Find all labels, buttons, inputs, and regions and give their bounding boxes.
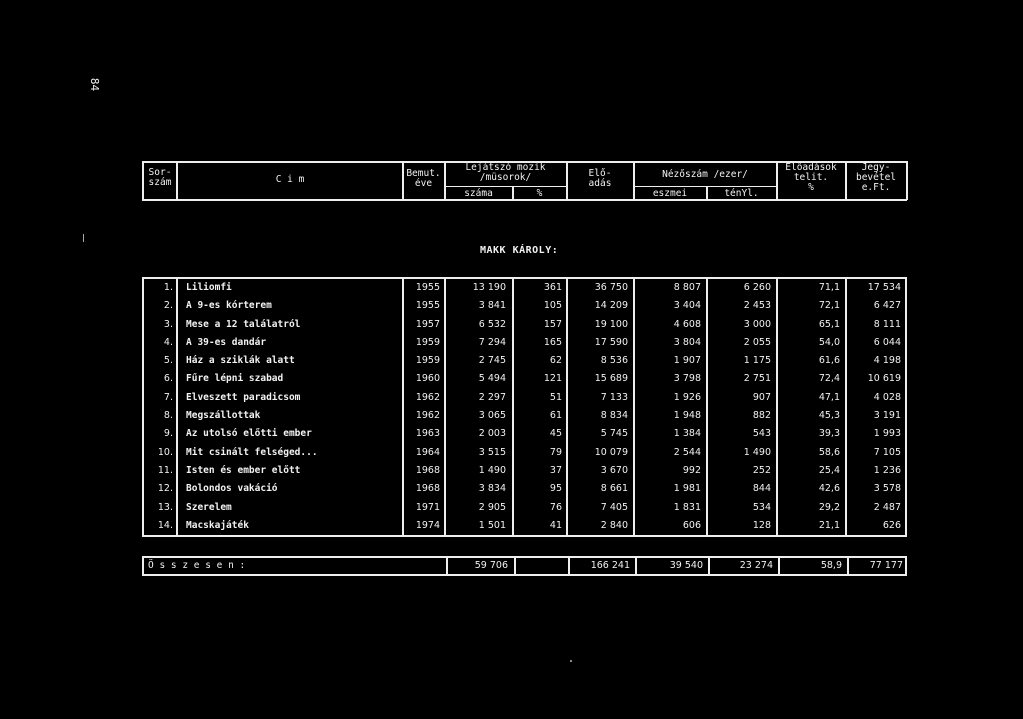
scan-mark [83,234,84,242]
cell-eloadas: 5 745 [600,428,628,440]
cell-title: Szerelem [186,501,232,513]
cell-mozik: 7 294 [478,336,506,348]
cell-title: Isten és ember előtt [186,464,301,476]
cell-mozik: 2 003 [478,428,506,440]
cell-eszmei: 1 981 [673,483,701,495]
cell-year: 1957 [415,318,440,330]
header-cim: C i m [275,174,305,185]
table-row [142,407,907,425]
cell-title: A 39-es dandár [186,336,267,348]
table-row [142,279,907,297]
cell-tenyl: 1 490 [743,446,771,458]
cell-tenyl: 2 055 [743,336,771,348]
cell-telit: 47,1 [818,391,840,403]
header-eloadasok: Előadások telit. % [785,162,837,193]
cell-eszmei: 4 608 [673,318,701,330]
cell-bevetel: 6 044 [873,336,901,348]
cell-eloadas: 8 536 [600,355,628,367]
cell-title: Mit csinált felséged... [186,446,318,458]
scan-speck [570,660,572,662]
header-bemut: Bemut. éve [406,168,441,189]
cell-eloadas: 14 209 [594,300,628,312]
cell-mozik: 1 501 [478,519,506,531]
cell-n: 4. [163,336,173,348]
cell-pct: 79 [549,446,562,458]
cell-mozik: 3 515 [478,446,506,458]
cell-pct: 37 [549,464,562,476]
header-nezoszam: Nézőszám /ezer/ [662,169,748,180]
cell-eloadas: 3 670 [600,464,628,476]
total-row [142,556,907,576]
cell-eszmei: 1 926 [673,391,701,403]
cell-n: 6. [163,373,173,385]
cell-n: 12. [157,483,173,495]
cell-bevetel: 6 427 [873,300,901,312]
header-lejatszo-szama: száma [464,188,493,199]
cell-mozik: 2 745 [478,355,506,367]
cell-n: 13. [157,501,173,513]
cell-year: 1955 [415,300,440,312]
page-number: 84 [88,77,102,92]
cell-tenyl: 882 [752,410,771,422]
header-sorszam: Sor- szám [148,167,172,188]
table-row [142,444,907,462]
cell-year: 1960 [415,373,440,385]
cell-telit: 72,1 [818,300,840,312]
cell-telit: 29,2 [818,501,840,513]
cell-eloadas: 8 661 [600,483,628,495]
section-title: MAKK KÁROLY: [480,245,559,256]
cell-pct: 105 [543,300,562,312]
cell-tenyl: 6 260 [743,282,771,293]
header-lejatszo-pct: % [536,188,543,199]
cell-eloadas: 19 100 [594,318,628,330]
table-row [142,370,907,388]
cell-telit: 58,6 [818,446,840,458]
cell-title: Bolondos vakáció [186,483,278,495]
cell-tenyl: 907 [752,391,771,403]
cell-eloadas: 15 689 [594,373,628,385]
total-bevetel: 77 177 [869,560,903,571]
cell-tenyl: 2 453 [743,300,771,312]
header-jegy: Jegy- bevétel e.Ft. [855,162,897,193]
table-row [142,389,907,407]
cell-title: Fűre lépni szabad [186,373,284,385]
cell-eszmei: 2 544 [673,446,701,458]
cell-pct: 121 [543,373,562,385]
cell-year: 1971 [415,501,440,513]
total-tenyl: 23 274 [739,560,773,571]
cell-pct: 61 [549,410,562,422]
cell-telit: 42,6 [818,483,840,495]
cell-pct: 157 [543,318,562,330]
cell-pct: 361 [543,282,562,293]
cell-tenyl: 534 [752,501,771,513]
cell-telit: 72,4 [818,373,840,385]
cell-pct: 51 [549,391,562,403]
cell-tenyl: 128 [752,519,771,531]
cell-tenyl: 844 [752,483,771,495]
cell-n: 3. [163,318,173,330]
cell-mozik: 13 190 [472,282,506,293]
cell-telit: 61,6 [818,355,840,367]
cell-title: Az utolsó előtti ember [186,428,312,440]
cell-pct: 62 [549,355,562,367]
cell-bevetel: 3 578 [873,483,901,495]
cell-eloadas: 36 750 [594,282,628,293]
cell-telit: 54,0 [818,336,840,348]
data-table [142,277,907,537]
cell-telit: 71,1 [818,282,840,293]
header-lejatszo: Lejátszó mozik /müsorok/ [465,162,546,183]
cell-pct: 41 [549,519,562,531]
cell-n: 9. [163,428,173,440]
cell-year: 1959 [415,336,440,348]
cell-year: 1968 [415,483,440,495]
cell-year: 1962 [415,410,440,422]
cell-n: 11. [157,464,173,476]
cell-n: 2. [163,300,173,312]
cell-eloadas: 7 133 [600,391,628,403]
cell-eszmei: 1 384 [673,428,701,440]
cell-bevetel: 4 028 [873,391,901,403]
cell-mozik: 6 532 [478,318,506,330]
cell-pct: 76 [549,501,562,513]
cell-eloadas: 7 405 [600,501,628,513]
cell-telit: 45,3 [818,410,840,422]
cell-eszmei: 992 [682,464,701,476]
total-telit: 58,9 [820,560,842,571]
cell-eszmei: 3 804 [673,336,701,348]
cell-title: Mese a 12 találatról [186,318,301,330]
cell-n: 5. [163,355,173,367]
total-mozik: 59 706 [474,560,508,571]
cell-telit: 25,4 [818,464,840,476]
cell-title: Elveszett paradicsom [186,391,301,403]
cell-mozik: 2 297 [478,391,506,403]
cell-pct: 95 [549,483,562,495]
table-row [142,517,907,535]
cell-tenyl: 252 [752,464,771,476]
table-row [142,499,907,517]
cell-title: Liliomfi [186,282,232,293]
cell-title: Macskajáték [186,519,249,531]
cell-bevetel: 2 487 [873,501,901,513]
cell-bevetel: 4 198 [873,355,901,367]
cell-eloadas: 17 590 [594,336,628,348]
cell-bevetel: 7 105 [873,446,901,458]
cell-title: Ház a sziklák alatt [186,355,295,367]
total-eloadas: 166 241 [590,560,630,571]
header-tenyl: ténYl. [724,188,759,199]
cell-mozik: 3 065 [478,410,506,422]
cell-pct: 45 [549,428,562,440]
cell-eszmei: 3 798 [673,373,701,385]
cell-eszmei: 1 907 [673,355,701,367]
table-row [142,462,907,480]
cell-bevetel: 1 236 [873,464,901,476]
cell-title: A 9-es kórterem [186,300,272,312]
cell-bevetel: 17 534 [867,282,901,293]
cell-bevetel: 626 [882,519,901,531]
cell-tenyl: 1 175 [743,355,771,367]
cell-n: 10. [157,446,173,458]
cell-year: 1964 [415,446,440,458]
cell-n: 1. [163,282,173,293]
cell-eszmei: 606 [682,519,701,531]
table-row [142,297,907,315]
cell-eloadas: 10 079 [594,446,628,458]
cell-telit: 21,1 [818,519,840,531]
cell-mozik: 5 494 [478,373,506,385]
cell-telit: 65,1 [818,318,840,330]
cell-mozik: 3 841 [478,300,506,312]
cell-n: 14. [157,519,173,531]
cell-eloadas: 8 834 [600,410,628,422]
cell-year: 1974 [415,519,440,531]
cell-tenyl: 3 000 [743,318,771,330]
cell-n: 8. [163,410,173,422]
cell-tenyl: 543 [752,428,771,440]
cell-mozik: 2 905 [478,501,506,513]
cell-year: 1963 [415,428,440,440]
cell-n: 7. [163,391,173,403]
cell-eloadas: 2 840 [600,519,628,531]
cell-year: 1955 [415,282,440,293]
table-row [142,352,907,370]
total-eszmei: 39 540 [669,560,703,571]
cell-eszmei: 1 948 [673,410,701,422]
cell-pct: 165 [543,336,562,348]
cell-year: 1959 [415,355,440,367]
cell-year: 1962 [415,391,440,403]
cell-eszmei: 8 807 [673,282,701,293]
cell-title: Megszállottak [186,410,261,422]
total-label: Ö s s z e s e n : [148,560,246,571]
cell-year: 1968 [415,464,440,476]
cell-bevetel: 8 111 [873,318,901,330]
table-row [142,480,907,498]
cell-bevetel: 3 191 [873,410,901,422]
cell-bevetel: 10 619 [867,373,901,385]
cell-tenyl: 2 751 [743,373,771,385]
header-eszmei: eszmei [652,188,688,199]
cell-mozik: 1 490 [478,464,506,476]
cell-bevetel: 1 993 [873,428,901,440]
table-row [142,316,907,334]
cell-eszmei: 3 404 [673,300,701,312]
table-row [142,334,907,352]
header-eloadas: Elő- adás [588,168,612,189]
cell-mozik: 3 834 [478,483,506,495]
cell-telit: 39,3 [818,428,840,440]
cell-eszmei: 1 831 [673,501,701,513]
table-row [142,425,907,443]
